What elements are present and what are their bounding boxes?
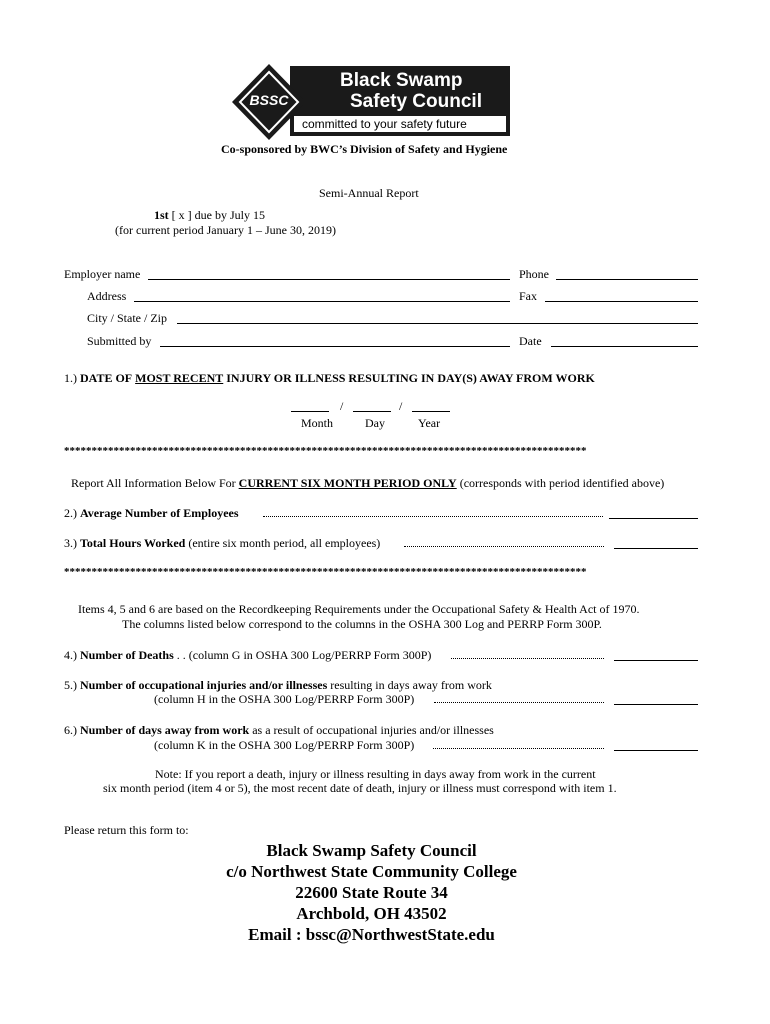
logo-tagline: committed to your safety future — [302, 117, 467, 131]
period-first-line — [154, 208, 265, 222]
q4-line — [64, 648, 431, 662]
q1-month-field[interactable] — [291, 397, 329, 412]
return-address-email[interactable]: Email : bssc@NorthwestState.edu — [248, 925, 495, 944]
logo-line1: Black Swamp — [340, 70, 463, 91]
return-address-line4: Archbold, OH 43502 — [296, 904, 447, 923]
q6-leader — [433, 748, 604, 749]
logo-monogram: BSSC — [249, 92, 289, 108]
q5-field[interactable] — [614, 690, 698, 705]
q3-number: 3.) — [64, 536, 77, 550]
q5-leader — [434, 702, 604, 703]
stars-divider-1: *********************************************************************************************** — [64, 445, 587, 457]
period-due: due by July 15 — [194, 208, 266, 222]
q1-pre: DATE OF — [80, 371, 133, 385]
q5-rest: resulting in days away from work — [330, 678, 492, 692]
report-title: Semi-Annual Report — [319, 186, 419, 200]
q2-label: Average Number of Employees — [80, 506, 239, 520]
q6-rest: as a result of occupational injuries and/or illnesses — [252, 723, 494, 737]
q5-line2: (column H in the OSHA 300 Log/PERRP Form 300P) — [154, 692, 415, 706]
logo — [232, 62, 512, 142]
q5-label: Number of occupational injuries and/or illnesses — [80, 678, 328, 692]
q6-line1 — [64, 723, 494, 737]
q3-line — [64, 536, 380, 550]
q4-label: Number of Deaths — [80, 648, 174, 662]
phone-field[interactable] — [556, 265, 698, 280]
stars-divider-2: *********************************************************************************************** — [64, 566, 587, 578]
note-line1: Note: If you report a death, injury or illness resulting in days away from work in the current — [155, 767, 596, 781]
date-field[interactable] — [551, 332, 698, 347]
report-all-pre: Report All Information Below For — [71, 476, 236, 490]
q1-day-label: Day — [365, 416, 385, 430]
q2-line — [64, 506, 239, 520]
q3-label: Total Hours Worked — [80, 536, 186, 550]
q2-field[interactable] — [609, 504, 698, 519]
employer-name-label: Employer name — [64, 267, 141, 281]
q1-sep-2: / — [399, 399, 403, 413]
q1-year-field[interactable] — [412, 397, 450, 412]
q5-line1 — [64, 678, 492, 692]
q1-day-field[interactable] — [353, 397, 391, 412]
fax-label: Fax — [519, 289, 537, 303]
submitted-label: Submitted by — [87, 334, 152, 348]
q3-rest: (entire six month period, all employees) — [188, 536, 381, 550]
employer-name-field[interactable] — [148, 265, 510, 280]
return-address-line3: 22600 State Route 34 — [295, 883, 448, 902]
q4-leader — [451, 658, 604, 659]
note-line2: six month period (item 4 or 5), the most recent date of death, injury or illness must correspond with item 1. — [103, 781, 617, 795]
address-label: Address — [87, 289, 127, 303]
return-address-line1: Black Swamp Safety Council — [266, 841, 477, 860]
q3-leader — [404, 546, 604, 547]
q4-field[interactable] — [614, 646, 698, 661]
period-checkbox[interactable]: [ x ] — [171, 208, 192, 222]
return-label: Please return this form to: — [64, 823, 189, 837]
fax-field[interactable] — [545, 287, 698, 302]
return-address — [0, 840, 743, 945]
q6-label: Number of days away from work — [80, 723, 250, 737]
address-field[interactable] — [134, 287, 510, 302]
q1-emphasis: MOST RECENT — [135, 371, 224, 385]
report-all-emphasis: CURRENT SIX MONTH PERIOD ONLY — [238, 476, 457, 490]
logo-line2: Safety Council — [350, 91, 482, 112]
date-label: Date — [519, 334, 542, 348]
submitted-field[interactable] — [160, 332, 510, 347]
q4-rest: . . (column G in OSHA 300 Log/PERRP Form 300P) — [176, 648, 432, 662]
q1-sep-1: / — [340, 399, 344, 413]
q3-field[interactable] — [614, 534, 698, 549]
q1-post: INJURY OR ILLNESS RESULTING IN DAY(S) AWAY FROM WORK — [226, 371, 595, 385]
items-note-line1: Items 4, 5 and 6 are based on the Recordkeeping Requirements under the Occupational Safety & Health Act of 1970. — [78, 602, 640, 616]
q6-field[interactable] — [614, 736, 698, 751]
q1-month-label: Month — [301, 416, 334, 430]
report-all-line — [71, 476, 664, 490]
report-all-post: (corresponds with period identified above) — [459, 476, 665, 490]
q1-year-label: Year — [418, 416, 441, 430]
q4-number: 4.) — [64, 648, 77, 662]
items-note-line2: The columns listed below correspond to the columns in the OSHA 300 Log and PERRP Form 300P. — [122, 617, 602, 631]
q6-number: 6.) — [64, 723, 77, 737]
q5-number: 5.) — [64, 678, 77, 692]
period-first: 1st — [154, 208, 169, 222]
q1-heading — [64, 371, 595, 385]
period-current: (for current period January 1 – June 30, 2019) — [115, 223, 336, 237]
return-address-line2: c/o Northwest State Community College — [226, 862, 517, 881]
phone-label: Phone — [519, 267, 549, 281]
cosponsor-line: Co-sponsored by BWC’s Division of Safety and Hygiene — [221, 142, 508, 156]
city-field[interactable] — [177, 309, 698, 324]
q2-number: 2.) — [64, 506, 77, 520]
q2-leader — [263, 516, 603, 517]
city-label: City / State / Zip — [87, 311, 167, 325]
q1-number: 1.) — [64, 371, 77, 385]
q6-line2: (column K in the OSHA 300 Log/PERRP Form 300P) — [154, 738, 415, 752]
